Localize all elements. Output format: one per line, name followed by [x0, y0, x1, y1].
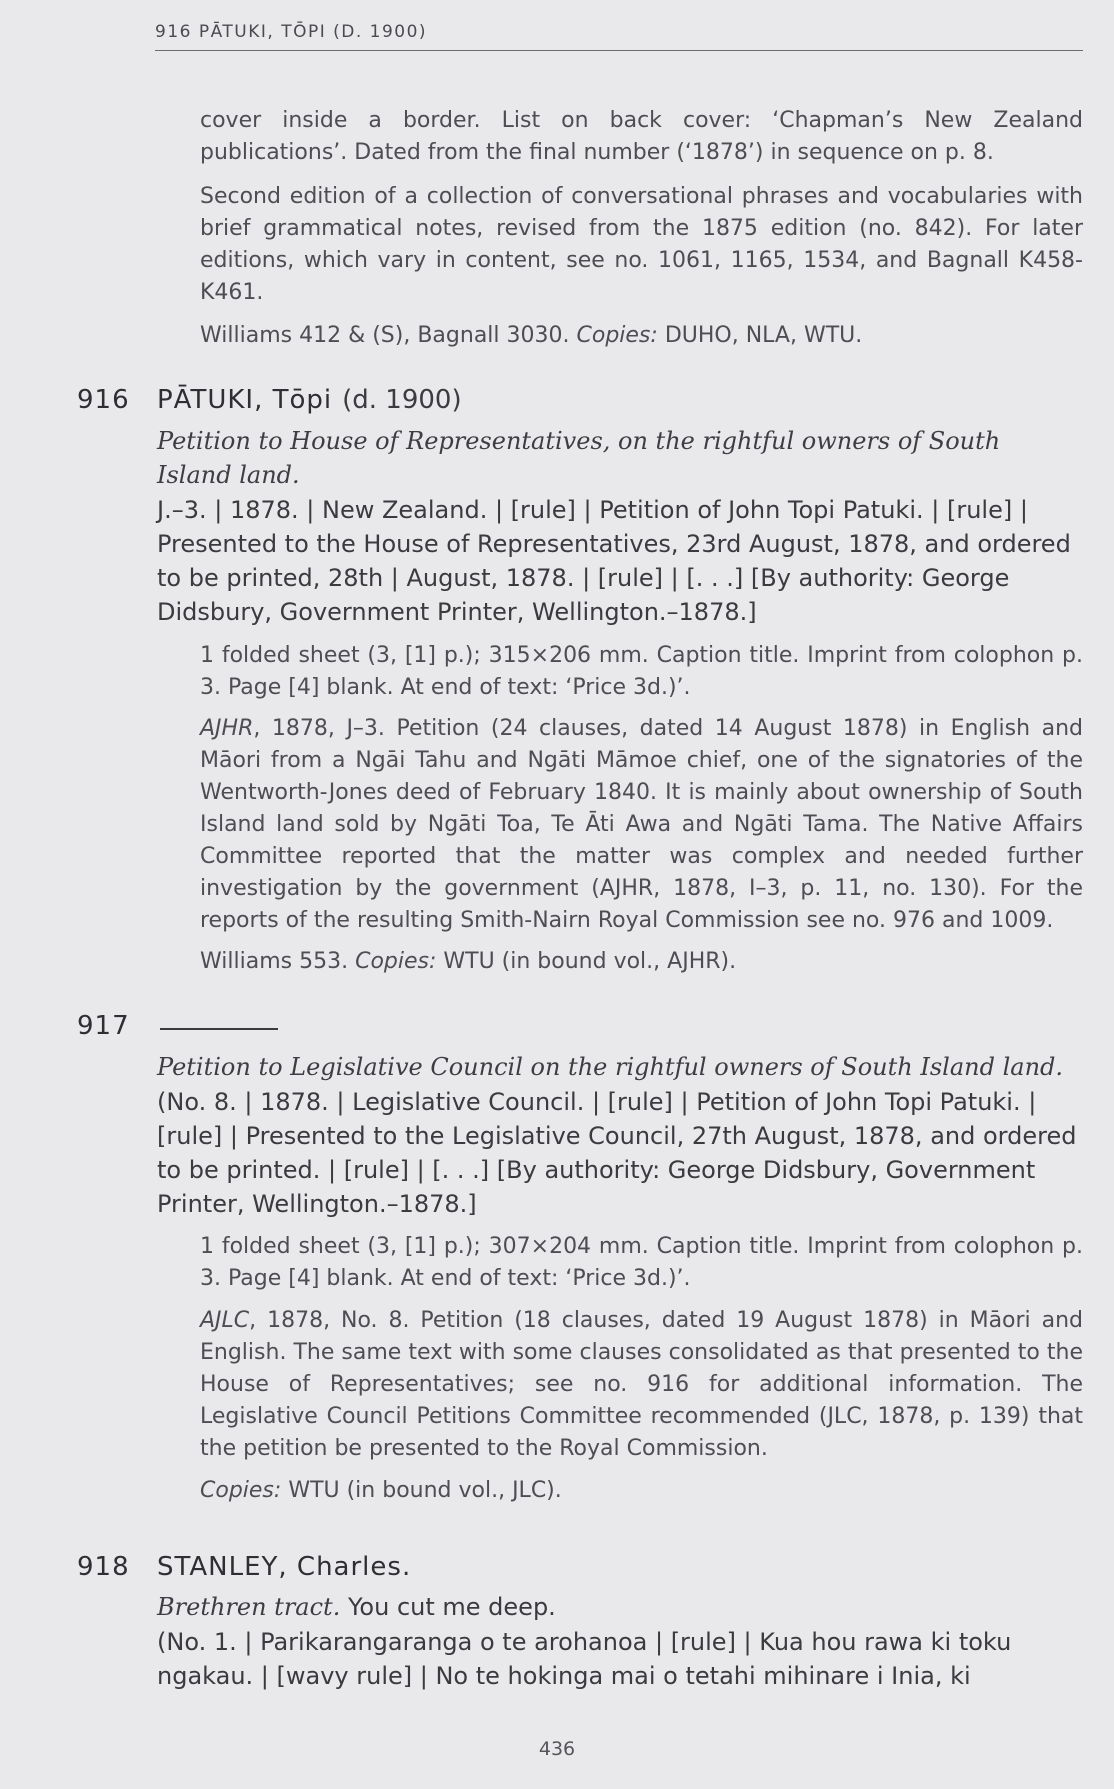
prev-references — [200, 320, 1083, 352]
entry-note-917 — [200, 1305, 1083, 1465]
entry-imprint-916: J.–3. | 1878. | New Zealand. | [rule] | Petition of John Topi Patuki. | [rule] | Presented to the House of Representatives, 23rd August, 1878, and ordered to be printed, 28th | August, 1878. | [rule] | [. . .] [By authority: George Didsbury, Government Printer, Wellington.–1878.] — [157, 496, 1071, 626]
note-text-916: , 1878, J–3. Petition (24 clauses, dated 14 August 1878) in English and Māori from a Ngāi Tahu and Ngāti Māmoe chief, one of the signatories of the Wentworth-Jones deed of February 1840. It is mainly about ownership of South Island land sold by Ngāti Toa, Te Āti Awa and Ngāti Tama. The Native Affairs Committee reported that the matter was complex and needed further investigation by the government (AJHR, 1878, I–3, p. 11, no. 130). For the reports of the resulting Smith-Nairn Royal Commission see no. 976 and 1009. — [200, 716, 1083, 933]
entry-heading-916 — [157, 385, 462, 415]
note-source-916: AJHR — [200, 716, 254, 741]
title-roman-918: You cut me deep. — [340, 1593, 556, 1621]
prev-refs: Williams 412 & (S), Bagnall 3030. — [200, 323, 570, 348]
physical-description-917: 1 folded sheet (3, [1] p.); 307×204 mm. Caption title. Imprint from colophon p. 3. Page [4] blank. At end of text: ‘Price 3d.)’. — [200, 1234, 1083, 1291]
prev-physical-description: cover inside a border. List on back cover: ‘Chapman’s New Zealand publications’. Dated from the final number (‘1878’) in sequence on p. 8. — [200, 108, 1083, 165]
author-dates: (d. 1900) — [342, 385, 462, 415]
author-name-918: STANLEY, Charles — [157, 1552, 402, 1582]
note-source-917: AJLC — [200, 1308, 250, 1333]
prev-note: Second edition of a collection of conversational phrases and vocabularies with brief grammatical notes, revised from the 1875 edition (no. 842). For later editions, which vary in content, see no. 1061, 1165, 1534, and Bagnall K458-K461. — [200, 184, 1083, 305]
entry-number-916: 916 — [77, 385, 130, 415]
physical-description-916: 1 folded sheet (3, [1] p.); 315×206 mm. Caption title. Imprint from colophon p. 3. Page [4] blank. At end of text: ‘Price 3d.)’. — [200, 643, 1083, 700]
entry-heading-918 — [157, 1552, 410, 1582]
author-name: PĀTUKI, Tōpi — [157, 385, 333, 415]
prev-copies: DUHO, NLA, WTU. — [664, 323, 863, 348]
entry-number-918: 918 — [77, 1552, 130, 1582]
refs-916: Williams 553. — [200, 949, 349, 974]
copies-917: WTU (in bound vol., JLC). — [288, 1478, 562, 1503]
entry-title-916: Petition to House of Representatives, on the rightful owners of South Island land. — [157, 427, 1001, 489]
references-916 — [200, 946, 1083, 978]
running-head: 916 PĀTUKI, TŌPI (D. 1900) — [155, 22, 1083, 51]
entry-note-916 — [200, 713, 1083, 937]
copies-label-917: Copies: — [200, 1478, 282, 1503]
entry-imprint-918: (No. 1. | Parikarangaranga o te arohanoa | [rule] | Kua hou rawa ki toku ngakau. | [wavy rule] | No te hokinga mai o tetahi mihinare i Inia, ki — [157, 1628, 1012, 1690]
entry-number-917: 917 — [77, 1011, 130, 1041]
page-number: 436 — [538, 1738, 576, 1760]
author-name-punct-918: . — [401, 1552, 411, 1582]
title-italic-918: Brethren tract. — [157, 1593, 341, 1621]
entry-title-917: Petition to Legislative Council on the rightful owners of South Island land. — [157, 1053, 1064, 1081]
ditto-author-rule — [160, 1028, 278, 1030]
copies-label-916: Copies: — [355, 949, 437, 974]
prev-copies-label: Copies: — [576, 323, 658, 348]
note-text-917: , 1878, No. 8. Petition (18 clauses, dated 19 August 1878) in Māori and English. The same text with some clauses consolidated as that presented to the House of Representatives; see no. 916 for additional information. The Legislative Council Petitions Committee recommended (JLC, 1878, p. 139) that the petition be presented to the Royal Commission. — [200, 1308, 1083, 1461]
copies-916: WTU (in bound vol., AJHR). — [443, 949, 737, 974]
entry-imprint-917: (No. 8. | 1878. | Legislative Council. | [rule] | Petition of John Topi Patuki. | [rule] | Presented to the Legislative Council, 27th August, 1878, and ordered to be printed. | [rule] | [. . .] [By authority: George Didsbury, Government Printer, Wellington.–1878.] — [157, 1088, 1077, 1218]
entry-title-918 — [157, 1590, 1077, 1624]
references-917 — [200, 1475, 1083, 1507]
